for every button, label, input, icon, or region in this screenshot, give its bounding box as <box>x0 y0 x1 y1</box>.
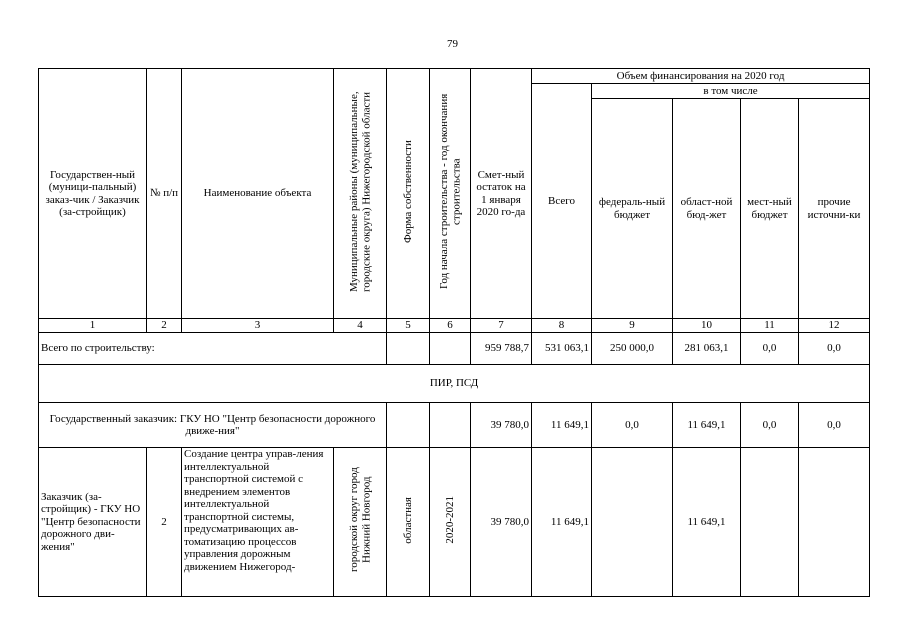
item-years-text: 2020-2021 <box>443 496 456 545</box>
totals-remainder: 959 788,7 <box>471 333 532 365</box>
item-num: 2 <box>147 448 182 597</box>
item-ownership <box>387 448 430 597</box>
item-total: 11 649,1 <box>532 448 592 597</box>
col-number: 7 <box>471 319 532 333</box>
header-regional: област-ной бюд-жет <box>673 99 741 319</box>
col-number: 10 <box>673 319 741 333</box>
col-number: 1 <box>39 319 147 333</box>
header-districts-text: Муниципальные районы (муниципальные, городские округа) Нижегородской области <box>347 91 372 293</box>
page-number: 79 <box>447 38 458 50</box>
header-including: в том числе <box>592 84 870 99</box>
header-years-text: Год начала строительства - год окончания строительства <box>437 94 462 290</box>
header-years <box>430 69 471 319</box>
totals-empty <box>387 333 430 365</box>
header-other: прочие источни-ки <box>799 99 870 319</box>
header-name: Наименование объекта <box>182 69 334 319</box>
header-funding: Объем финансирования на 2020 год <box>532 69 870 84</box>
customer-row-other: 0,0 <box>799 403 870 448</box>
col-number: 11 <box>741 319 799 333</box>
item-regional: 11 649,1 <box>673 448 741 597</box>
customer-row-regional: 11 649,1 <box>673 403 741 448</box>
item-federal <box>592 448 673 597</box>
item-years <box>430 448 471 597</box>
financing-table <box>38 68 870 597</box>
header-total: Всего <box>532 84 592 319</box>
totals-local: 0,0 <box>741 333 799 365</box>
item-district <box>334 448 387 597</box>
header-ownership-text: Форма собственности <box>401 140 414 244</box>
item-customer: Заказчик (за-стройщик) - ГКУ НО "Центр безопасности дорожного дви-жения" <box>39 448 147 597</box>
customer-row-label: Государственный заказчик: ГКУ НО "Центр безопасности дорожного движе-ния" <box>39 403 387 448</box>
col-number: 6 <box>430 319 471 333</box>
customer-row-federal: 0,0 <box>592 403 673 448</box>
section-title: ПИР, ПСД <box>39 365 870 403</box>
col-number: 12 <box>799 319 870 333</box>
col-number: 3 <box>182 319 334 333</box>
item-district-text: городской округ город Нижний Новгород <box>347 467 372 573</box>
col-number: 2 <box>147 319 182 333</box>
item-other <box>799 448 870 597</box>
customer-row-total: 11 649,1 <box>532 403 592 448</box>
col-number: 8 <box>532 319 592 333</box>
customer-row-local: 0,0 <box>741 403 799 448</box>
header-ownership <box>387 69 430 319</box>
header-federal: федераль-ный бюджет <box>592 99 673 319</box>
customer-row-remainder: 39 780,0 <box>471 403 532 448</box>
col-number: 4 <box>334 319 387 333</box>
totals-regional: 281 063,1 <box>673 333 741 365</box>
item-ownership-text: областная <box>401 496 414 544</box>
header-customer: Государствен-ный (муници-пальный) заказ-чик / Заказчик (за-стройщик) <box>39 69 147 319</box>
totals-total: 531 063,1 <box>532 333 592 365</box>
item-local <box>741 448 799 597</box>
col-number: 9 <box>592 319 673 333</box>
customer-row-empty <box>387 403 430 448</box>
col-number: 5 <box>387 319 430 333</box>
totals-federal: 250 000,0 <box>592 333 673 365</box>
totals-empty <box>430 333 471 365</box>
header-districts <box>334 69 387 319</box>
header-num: № п/п <box>147 69 182 319</box>
totals-label: Всего по строительству: <box>39 333 387 365</box>
header-local: мест-ный бюджет <box>741 99 799 319</box>
header-remainder: Смет-ный остаток на 1 января 2020 го-да <box>471 69 532 319</box>
customer-row-empty <box>430 403 471 448</box>
item-name: Создание центра управ-ления интеллектуальной транспортной системой с внедрением элементов интеллектуальной транспортной системы, предусматривающих ав-томатизацию процессов управления дорожным движением Нижегород- <box>182 448 334 597</box>
item-remainder: 39 780,0 <box>471 448 532 597</box>
totals-other: 0,0 <box>799 333 870 365</box>
